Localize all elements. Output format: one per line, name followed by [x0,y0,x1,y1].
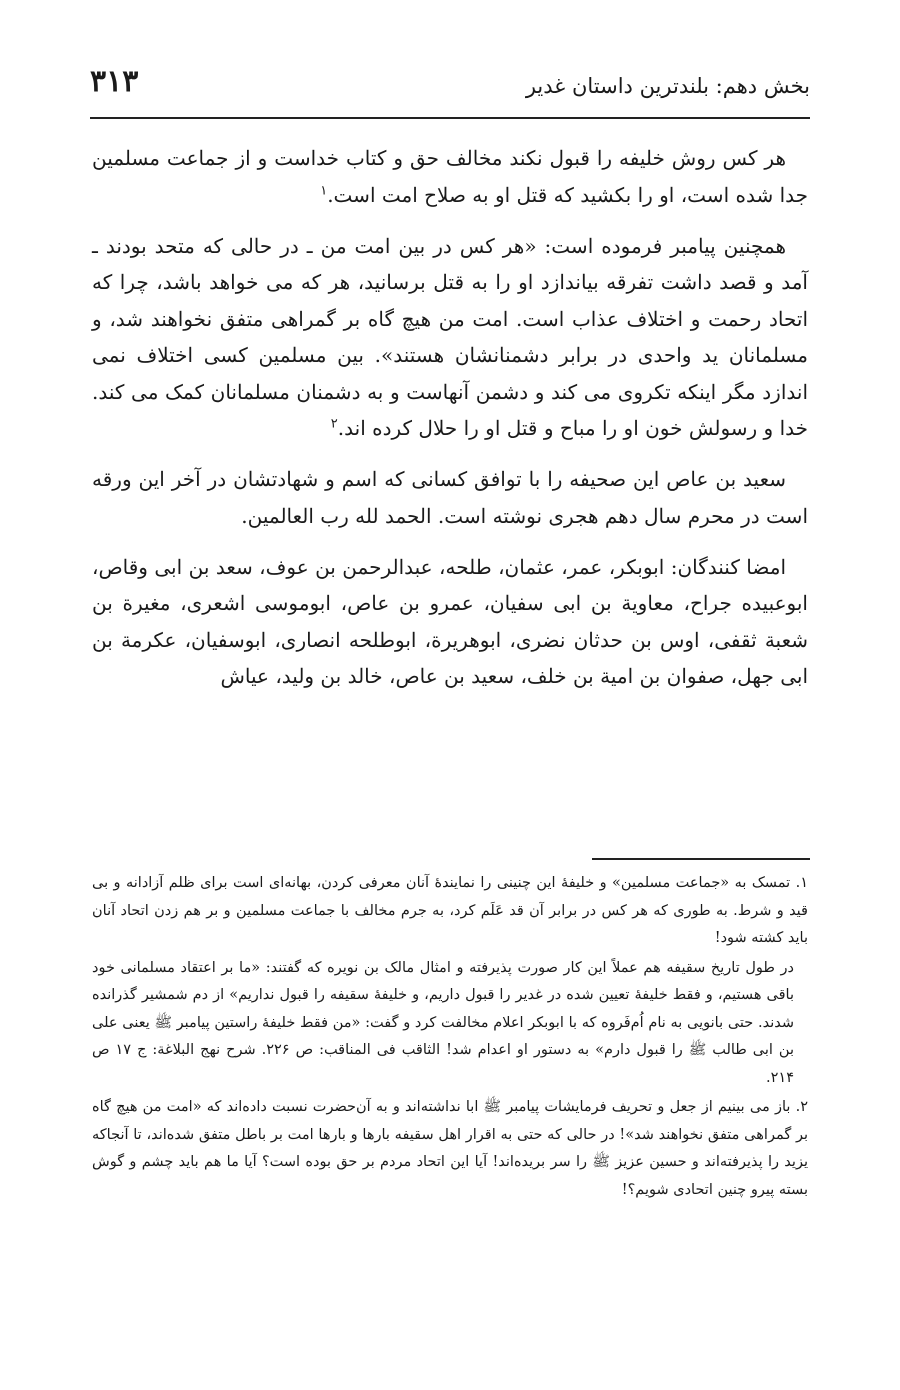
footnote-2: ۲. باز می بینیم از جعل و تحریف فرمایشات پیامبر ﷺ ابا نداشته‌اند و به آن‌حضرت نسبت داده‌اند که «امت من هیچ گاه بر گمراهی متفق نخواهند شد»! در حالی که حتی به اقرار اهل سقیفه بارها و بارها امت بر باطل متفق شده‌اند، تا آنجاکه یزید را پذیرفته‌اند و حسین عزیز ﷺ را سر بریده‌اند! آیا این اتحاد مردم بر حق بوده است؟ آیا ما هم باید چشم و گوش بسته پیرو چنین اتحادی شویم؟! [92,1099,808,1198]
footnotes [92,870,808,1206]
page-number: ۳۱۳ [90,64,139,99]
chapter-title: بخش دهم: بلندترین داستان غدیر [525,74,810,98]
page-header [90,58,810,114]
footnote-rule [592,858,810,860]
paragraph-1 [92,140,808,213]
footnote-1: ۱. تمسک به «جماعت مسلمین» و خلیفهٔ این چنینی را نمایندهٔ آنان معرفی کردن، بهانه‌ای است برای ظلم آزادانه و بی قید و شرط. به طوری که هر کس در برابر آن قد عَلَم کرد، به جرم مخالف با جماعت مسلمین و بر هم زدن اتحاد آنان باید کشته شود! [92,875,808,946]
main-text [92,140,808,709]
header-rule [90,117,810,119]
paragraph-4: امضا کنندگان: ابوبکر، عمر، عثمان، طلحه، عبدالرحمن بن عوف، سعد بن ابی وقاص، ابوعبیده جراح، معاویة بن ابی سفیان، عمرو بن عاص، ابوموسی اشعری، مغیرة بن شعبة ثقفی، اوس بن حدثان نضری، ابوهریرة، ابوطلحه انصاری، ابوسفیان، عکرمة بن ابی جهل، صفوان بن امیة بن خلف، سعید بن عاص، خالد بن ولید، عیاش [92,554,808,688]
paragraph-1-text: هر کس روش خلیفه را قبول نکند مخالف حق و کتاب خداست و از جماعت مسلمین جدا شده است، او را بکشید که قتل او به صلاح امت است. [92,146,808,207]
paragraph-2-text: همچنین پیامبر فرموده است: «هر کس در بین امت من ـ در حالی که متحد بودند ـ آمد و قصد داشت تفرقه بیاندازد او را به قتل برسانید، هر که می خواهد باشد، چرا که اتحاد رحمت و اختلاف عذاب است. امت من هیچ گاه بر گمراهی متفق نخواهند شد، و مسلمانان ید واحدی در برابر دشمنانشان هستند». بین مسلمین کسی اختلاف نمی اندازد مگر اینکه تکروی می کند و دشمن آنهاست و به دشمنان مسلمانان کمک می کند. خدا و رسولش خون او را مباح و قتل او را حلال کرده اند. [92,233,809,440]
paragraph-2 [92,228,808,447]
footnote-1-continued: در طول تاریخ سقیفه هم عملاً این کار صورت پذیرفته و امثال مالک بن نویره که گفتند: «ما بر اعتقاد مسلمانی خود باقی هستیم، و فقط خلیفهٔ تعیین شده در غدیر را قبول داریم، و خلیفهٔ سقیفه را قبول نداریم» از دم شمشیر گذرانده شدند. حتی بانویی به نام اُم‌فَروه که با ابوبکر اعلام مخالفت کرد و گفت: «من فقط خلیفهٔ راستین پیامبر ﷺ یعنی علی بن ابی طالب ﷺ را قبول دارم» به دستور او اعدام شد! الثاقب فی المناقب: ص ۲۲۶. شرح نهج البلاغة: ج ۱۷ ص ۲۱۴. [92,959,795,1086]
paragraph-3: سعید بن عاص این صحیفه را با توافق کسانی که اسم و شهادتشان در آخر این ورقه است در محرم سال دهم هجری نوشته است. الحمد لله رب العالمین. [92,467,808,528]
footnote-ref-1: ۱ [320,182,328,198]
footnote-ref-2: ۲ [330,416,338,432]
